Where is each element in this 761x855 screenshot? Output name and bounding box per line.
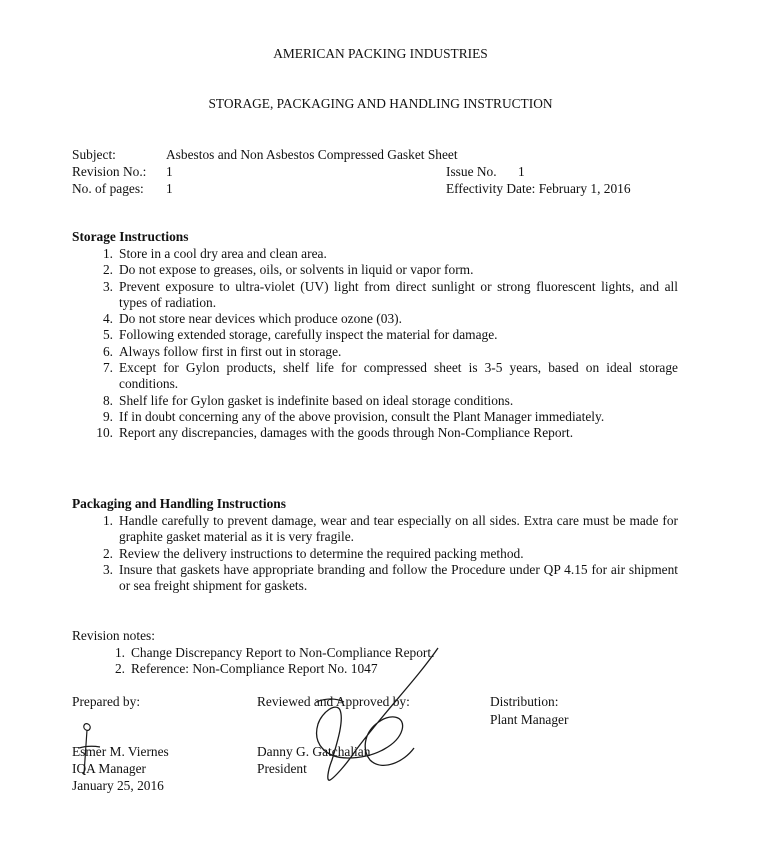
subject-value: Asbestos and Non Asbestos Compressed Gasket Sheet	[166, 147, 458, 162]
item-text: If in doubt concerning any of the above provision, consult the Plant Manager immediately.	[119, 408, 605, 424]
issue-value: 1	[518, 164, 525, 179]
preparer-title: IQA Manager	[72, 761, 146, 776]
distribution-label: Distribution:	[490, 694, 559, 709]
item-number: 1.	[102, 513, 113, 528]
item-text: Store in a cool dry area and clean area.	[119, 246, 327, 261]
prepared-by-label: Prepared by:	[72, 694, 141, 709]
list-item	[102, 545, 678, 562]
list-item	[102, 327, 678, 343]
distribution-value: Plant Manager	[490, 712, 569, 727]
reviewer-name: Danny G. Gatchalian	[257, 744, 371, 759]
list-item	[102, 343, 678, 360]
list-item	[114, 645, 551, 661]
item-number: 8.	[102, 392, 113, 408]
item-number: 2.	[114, 661, 125, 677]
list-item	[102, 561, 678, 595]
list-item	[102, 246, 678, 262]
item-text: Review the delivery instructions to determine the required packing method.	[119, 545, 524, 561]
item-number: 6.	[102, 343, 113, 359]
item-number: 9.	[102, 408, 113, 424]
prepared-date: January 25, 2016	[72, 778, 164, 793]
item-text: Always follow first in first out in storage.	[119, 343, 342, 359]
item-text: Except for Gylon products, shelf life for compressed sheet is 3-5 years, based on ideal storage conditions.	[119, 360, 678, 392]
effectivity-date: Effectivity Date: February 1, 2016	[446, 181, 631, 196]
item-text: Do not store near devices which produce ozone (03).	[119, 311, 402, 327]
item-number: 7.	[102, 360, 113, 376]
item-number: 1.	[102, 246, 113, 261]
issue-label: Issue No.	[446, 164, 497, 179]
revision-value: 1	[166, 164, 173, 179]
item-number: 1.	[114, 645, 125, 660]
item-number: 2.	[102, 262, 113, 278]
storage-heading: Storage Instructions	[72, 229, 189, 244]
preparer-name: Esmer M. Viernes	[72, 744, 169, 759]
list-item	[96, 425, 678, 441]
item-number: 10.	[96, 425, 113, 441]
item-number: 4.	[102, 311, 113, 327]
reviewer-title: President	[257, 761, 307, 776]
list-item	[102, 513, 678, 546]
pages-value: 1	[166, 181, 173, 196]
packaging-heading: Packaging and Handling Instructions	[72, 496, 286, 511]
item-text: Do not expose to greases, oils, or solvents in liquid or vapor form.	[119, 262, 474, 278]
item-number: 3.	[102, 278, 113, 294]
item-text: Shelf life for Gylon gasket is indefinite based on ideal storage conditions.	[119, 392, 514, 408]
item-text: Reference: Non-Compliance Report No. 1047	[131, 661, 378, 677]
subject-label: Subject:	[72, 147, 116, 162]
list-item	[102, 278, 678, 312]
item-text: Handle carefully to prevent damage, wear and tear especially on all sides. Extra care must be made for graphite gasket material as it is very fragile.	[119, 513, 678, 545]
list-item	[102, 408, 678, 425]
storage-list	[96, 246, 678, 442]
list-item	[102, 360, 678, 393]
pages-label: No. of pages:	[72, 181, 144, 196]
list-item	[114, 661, 551, 677]
item-text: Insure that gaskets have appropriate branding and follow the Procedure under QP 4.15 for air shipment or sea freight shipment for gaskets.	[119, 561, 678, 594]
revision-label: Revision No.:	[72, 164, 147, 179]
packaging-list	[102, 513, 678, 594]
item-number: 3.	[102, 561, 113, 577]
reviewed-by-label: Reviewed and Approved by:	[257, 694, 410, 709]
document-title: STORAGE, PACKAGING AND HANDLING INSTRUCTION	[208, 96, 553, 111]
item-text: Prevent exposure to ultra-violet (UV) light from direct sunlight or strong fluorescent lights, and all types of radiation.	[119, 278, 678, 310]
list-item	[102, 392, 678, 409]
item-text: Report any discrepancies, damages with the goods through Non-Compliance Report.	[119, 425, 574, 441]
item-number: 5.	[102, 327, 113, 343]
list-item	[102, 262, 678, 278]
company-name: AMERICAN PACKING INDUSTRIES	[273, 46, 488, 61]
item-text: Change Discrepancy Report to Non-Compliance Report.	[131, 645, 435, 660]
revision-notes-list	[114, 645, 551, 678]
revision-notes-heading: Revision notes:	[72, 628, 155, 643]
list-item	[102, 311, 678, 327]
item-number: 2.	[102, 545, 113, 561]
item-text: Following extended storage, carefully inspect the material for damage.	[119, 327, 498, 343]
